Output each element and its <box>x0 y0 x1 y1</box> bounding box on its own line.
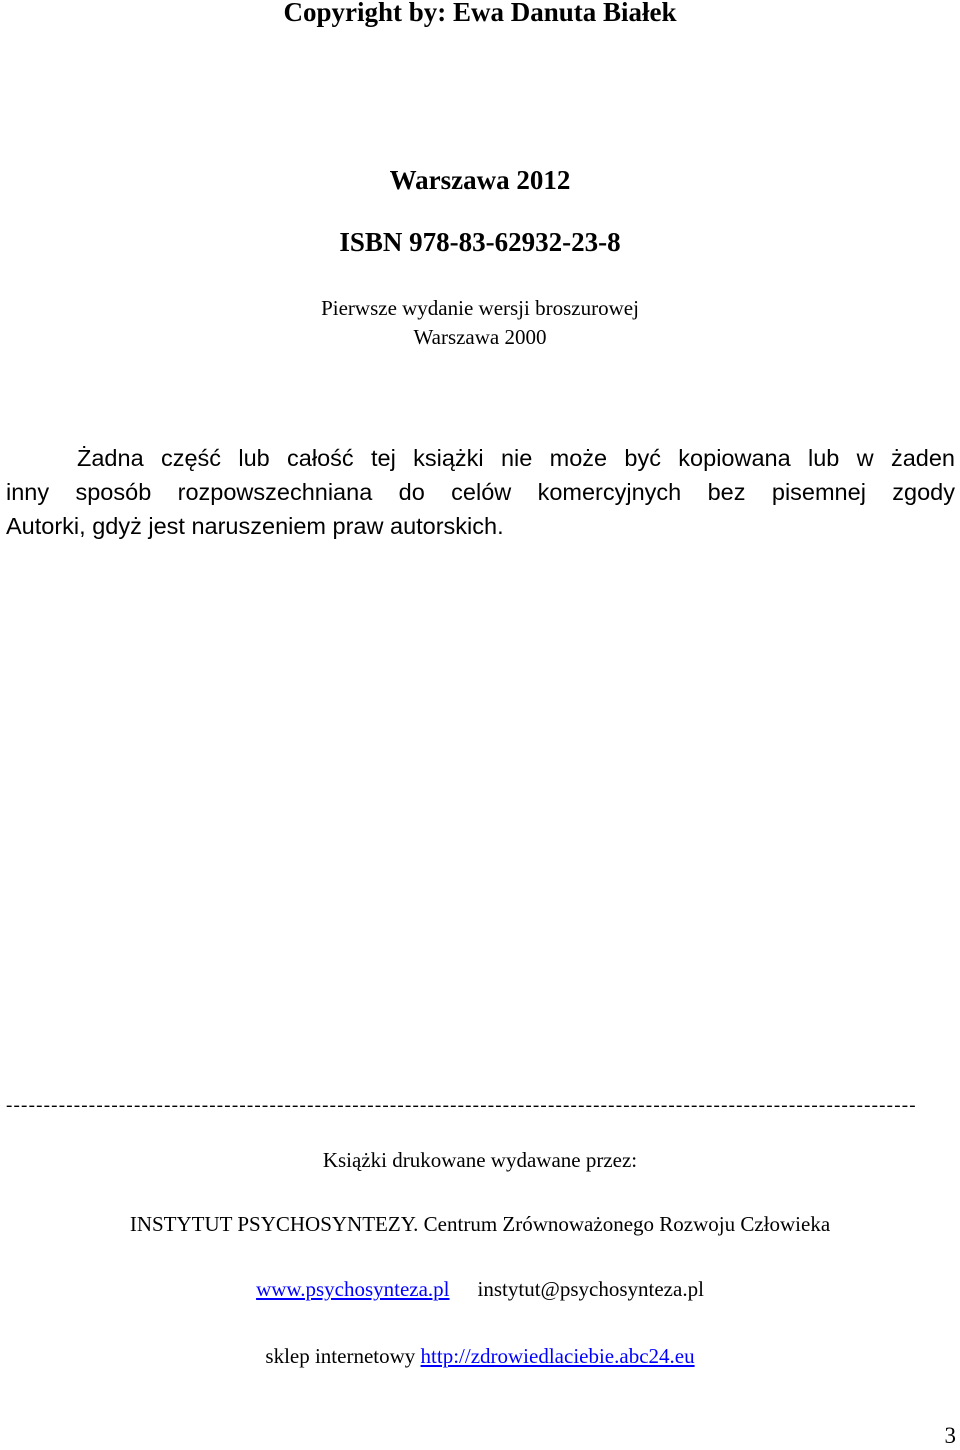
email-address: instytut@psychosynteza.pl <box>477 1277 704 1301</box>
contact-line <box>0 1276 960 1302</box>
first-edition-place-year: Warszawa 2000 <box>413 325 547 349</box>
website-link[interactable]: www.psychosynteza.pl <box>256 1277 450 1301</box>
first-edition-note: Pierwsze wydanie wersji broszurowej <box>321 296 639 320</box>
online-shop-label: sklep internetowy <box>265 1344 416 1368</box>
online-shop-link[interactable]: http://zdrowiedlaciebie.abc24.eu <box>420 1344 695 1368</box>
copyright-notice-line: inny sposób rozpowszechniana do celów komercyjnych bez pisemnej zgody <box>6 479 955 505</box>
publisher-name: INSTYTUT PSYCHOSYNTEZY. Centrum Zrównoważonego Rozwoju Człowieka <box>129 1212 831 1236</box>
copyright-notice-line: Żadna część lub całość tej książki nie może być kopiowana lub w żaden <box>77 445 955 471</box>
isbn-number: ISBN 978-83-62932-23-8 <box>339 227 621 257</box>
publisher-intro: Książki drukowane wydawane przez: <box>322 1148 638 1172</box>
dashed-divider: ------------------------------------------------------------------------------------------------------------------------- <box>6 1096 917 1116</box>
publication-place-year: Warszawa 2012 <box>389 165 571 195</box>
copyright-notice-line: Autorki, gdyż jest naruszeniem praw autorskich. <box>6 513 504 539</box>
copyright-heading: Copyright by: Ewa Danuta Białek <box>283 0 677 27</box>
page-number: 3 <box>944 1423 956 1448</box>
online-shop-line <box>0 1343 960 1369</box>
